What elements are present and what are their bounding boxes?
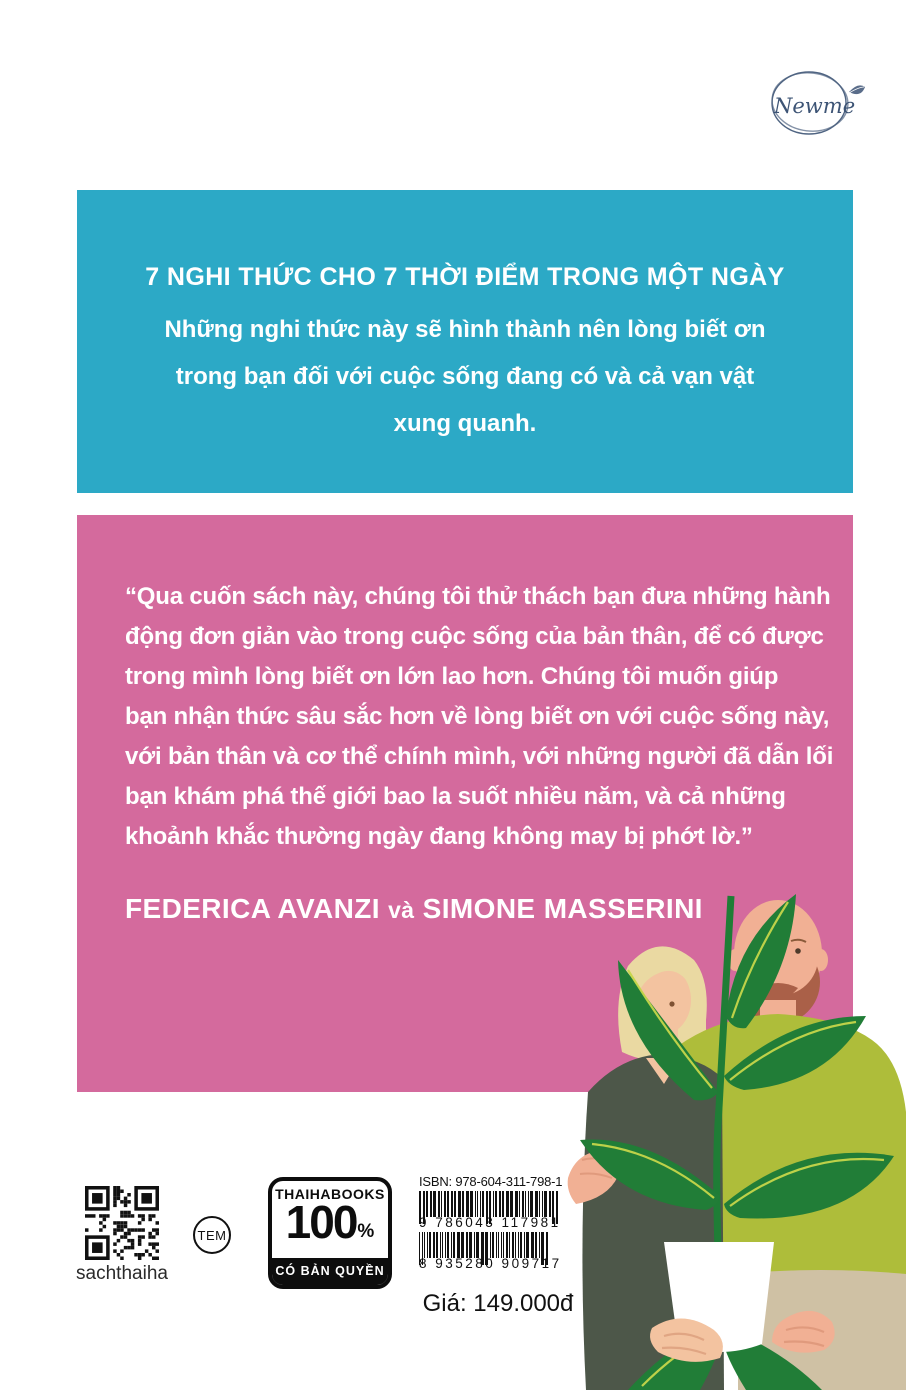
isbn-block [419,1174,577,1271]
publisher-tagline: CÓ BẢN QUYỀN [272,1258,388,1285]
tem-stamp-label: TEM [197,1227,227,1243]
publisher-name: THAIHABOOKS [275,1186,385,1202]
leaf-icon [849,85,865,94]
quote-line: khoảnh khắc thường ngày đang không may bị phớt lờ.” [125,823,753,850]
quote-line: trong mình lòng biết ơn lớn lao hơn. Chúng tôi muốn giúp [125,663,779,690]
author-name: FEDERICA AVANZI [125,893,380,924]
newme-logo-text: Newme [774,94,856,118]
qr-label: sachthaiha [76,1263,168,1284]
ritual-description-line: xung quanh. [393,410,537,437]
isbn-text: ISBN: 978-604-311-798-1 [419,1174,563,1189]
barcode-isbn-digits: 9 786043 117981 [419,1215,561,1230]
barcode-ean-digits: 8 935280 909717 [419,1256,562,1271]
quote-line: “Qua cuốn sách này, chúng tôi thử thách bạn đưa những hành [125,583,831,610]
quote-line: với bản thân và cơ thể chính mình, với những người đã dẫn lối [125,743,834,770]
price-label: Giá: 149.000đ [422,1290,574,1317]
ritual-description-line: trong bạn đối với cuộc sống đang có và cả vạn vật [175,363,755,390]
quote-line: bạn khám phá thế giới bao la suốt nhiều năm, và cả những [125,783,786,810]
book-quote [125,577,833,857]
ritual-heading: 7 NGHI THỨC CHO 7 THỜI ĐIỂM TRONG MỘT NGÀY [145,263,785,291]
author-name: SIMONE MASSERINI [422,893,703,924]
ritual-description [77,306,853,447]
author-connector: và [388,897,415,923]
ritual-banner [77,190,853,493]
tem-stamp [193,1216,231,1254]
illustration-couple-plant [560,888,913,1390]
qr-code [85,1186,159,1260]
newme-logo [763,60,879,144]
quote-line: bạn nhận thức sâu sắc hơn về lòng biết ơn với cuộc sống này, [125,703,830,730]
quote-line: động đơn giản vào trong cuộc sống của bản thân, để có được [125,623,824,650]
publisher-logo [268,1177,392,1289]
publisher-percent: 100 % [285,1196,375,1248]
ritual-description-line: Những nghi thức này sẽ hình thành nên lòng biết ơn [164,316,766,343]
